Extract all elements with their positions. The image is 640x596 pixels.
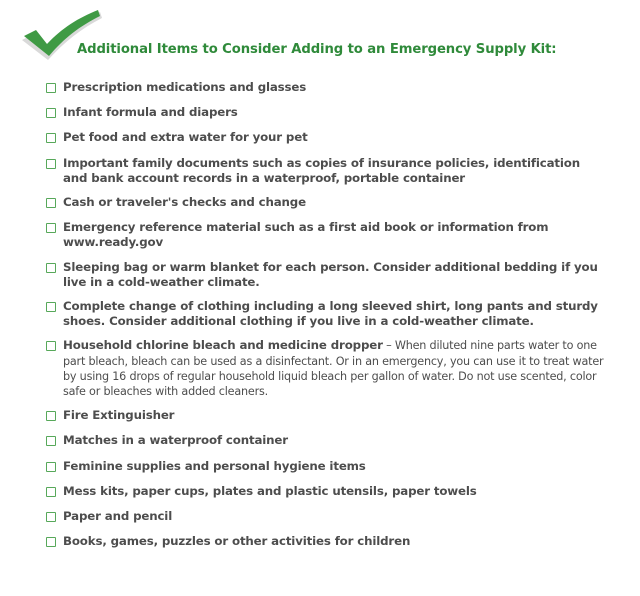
- checkbox[interactable]: [46, 537, 56, 547]
- checkbox[interactable]: [46, 512, 56, 522]
- list-item: [46, 338, 606, 399]
- item-text: Prescription medications and glasses: [63, 80, 307, 94]
- checkbox[interactable]: [46, 83, 56, 93]
- item-text: Fire Extinguisher: [63, 408, 175, 423]
- checkbox[interactable]: [46, 487, 56, 497]
- checkbox[interactable]: [46, 411, 56, 421]
- item-text: Paper and pencil: [63, 509, 173, 524]
- item-text: Household chlorine bleach and medicine dropper – When diluted nine parts water to one part bleach, bleach can be used as a disinfectant. Or in an emergency, you can use it to treat water by using 16 drops of regular household liquid bleach per gallon of water. Do not use scented, color safe or bleaches with added cleaners.: [63, 338, 604, 399]
- checkbox[interactable]: [46, 436, 56, 446]
- list-item: [46, 509, 606, 524]
- list-item: [46, 433, 606, 448]
- checkbox[interactable]: [46, 108, 56, 118]
- list-item: [46, 195, 606, 210]
- item-text: Complete change of clothing including a long sleeved shirt, long pants and sturdy shoes. Consider additional clothing if you live in a cold-weather climate.: [63, 299, 598, 329]
- list-item: [46, 260, 606, 290]
- list-item: [46, 156, 606, 186]
- checklist: [46, 80, 606, 549]
- checkbox[interactable]: [46, 462, 56, 472]
- item-text: Matches in a waterproof container: [63, 433, 288, 448]
- page-title: Additional Items to Consider Adding to an Emergency Supply Kit:: [77, 42, 557, 57]
- item-text: Infant formula and diapers: [63, 105, 238, 120]
- item-text: Emergency reference material such as a first aid book or information from www.ready.gov: [63, 220, 549, 250]
- list-item: [46, 299, 606, 329]
- list-item: [46, 105, 606, 120]
- checkbox[interactable]: [46, 159, 56, 169]
- list-item: [46, 484, 606, 499]
- item-text: Books, games, puzzles or other activities for children: [63, 534, 411, 549]
- item-text: Mess kits, paper cups, plates and plastic utensils, paper towels: [63, 483, 477, 498]
- checkbox[interactable]: [46, 198, 56, 208]
- item-text: Pet food and extra water for your pet: [63, 130, 308, 145]
- item-detail: – When diluted nine parts water to one part bleach, bleach can be used as a disinfectant. Or in an emergency, you can use it to treat water by using 16 drops of regular household liquid bleach per gallon of water. Do not use scented, color safe or bleaches with added cleaners.: [63, 339, 604, 399]
- list-item: [46, 130, 606, 145]
- item-text: Important family documents such as copies of insurance policies, identification and bank account records in a waterproof, portable container: [63, 155, 580, 185]
- item-text: Cash or traveler's checks and change: [63, 195, 306, 210]
- list-item: [46, 459, 606, 474]
- item-text: Feminine supplies and personal hygiene items: [63, 458, 366, 473]
- checkbox[interactable]: [46, 302, 56, 312]
- checkbox[interactable]: [46, 223, 56, 233]
- list-item: [46, 220, 606, 250]
- list-item: [46, 534, 606, 549]
- item-text: Sleeping bag or warm blanket for each person. Consider additional bedding if you live in a cold-weather climate.: [63, 259, 598, 289]
- checkbox[interactable]: [46, 263, 56, 273]
- checkbox[interactable]: [46, 133, 56, 143]
- list-item: [46, 80, 606, 95]
- list-item: [46, 408, 606, 423]
- checkbox[interactable]: [46, 341, 56, 351]
